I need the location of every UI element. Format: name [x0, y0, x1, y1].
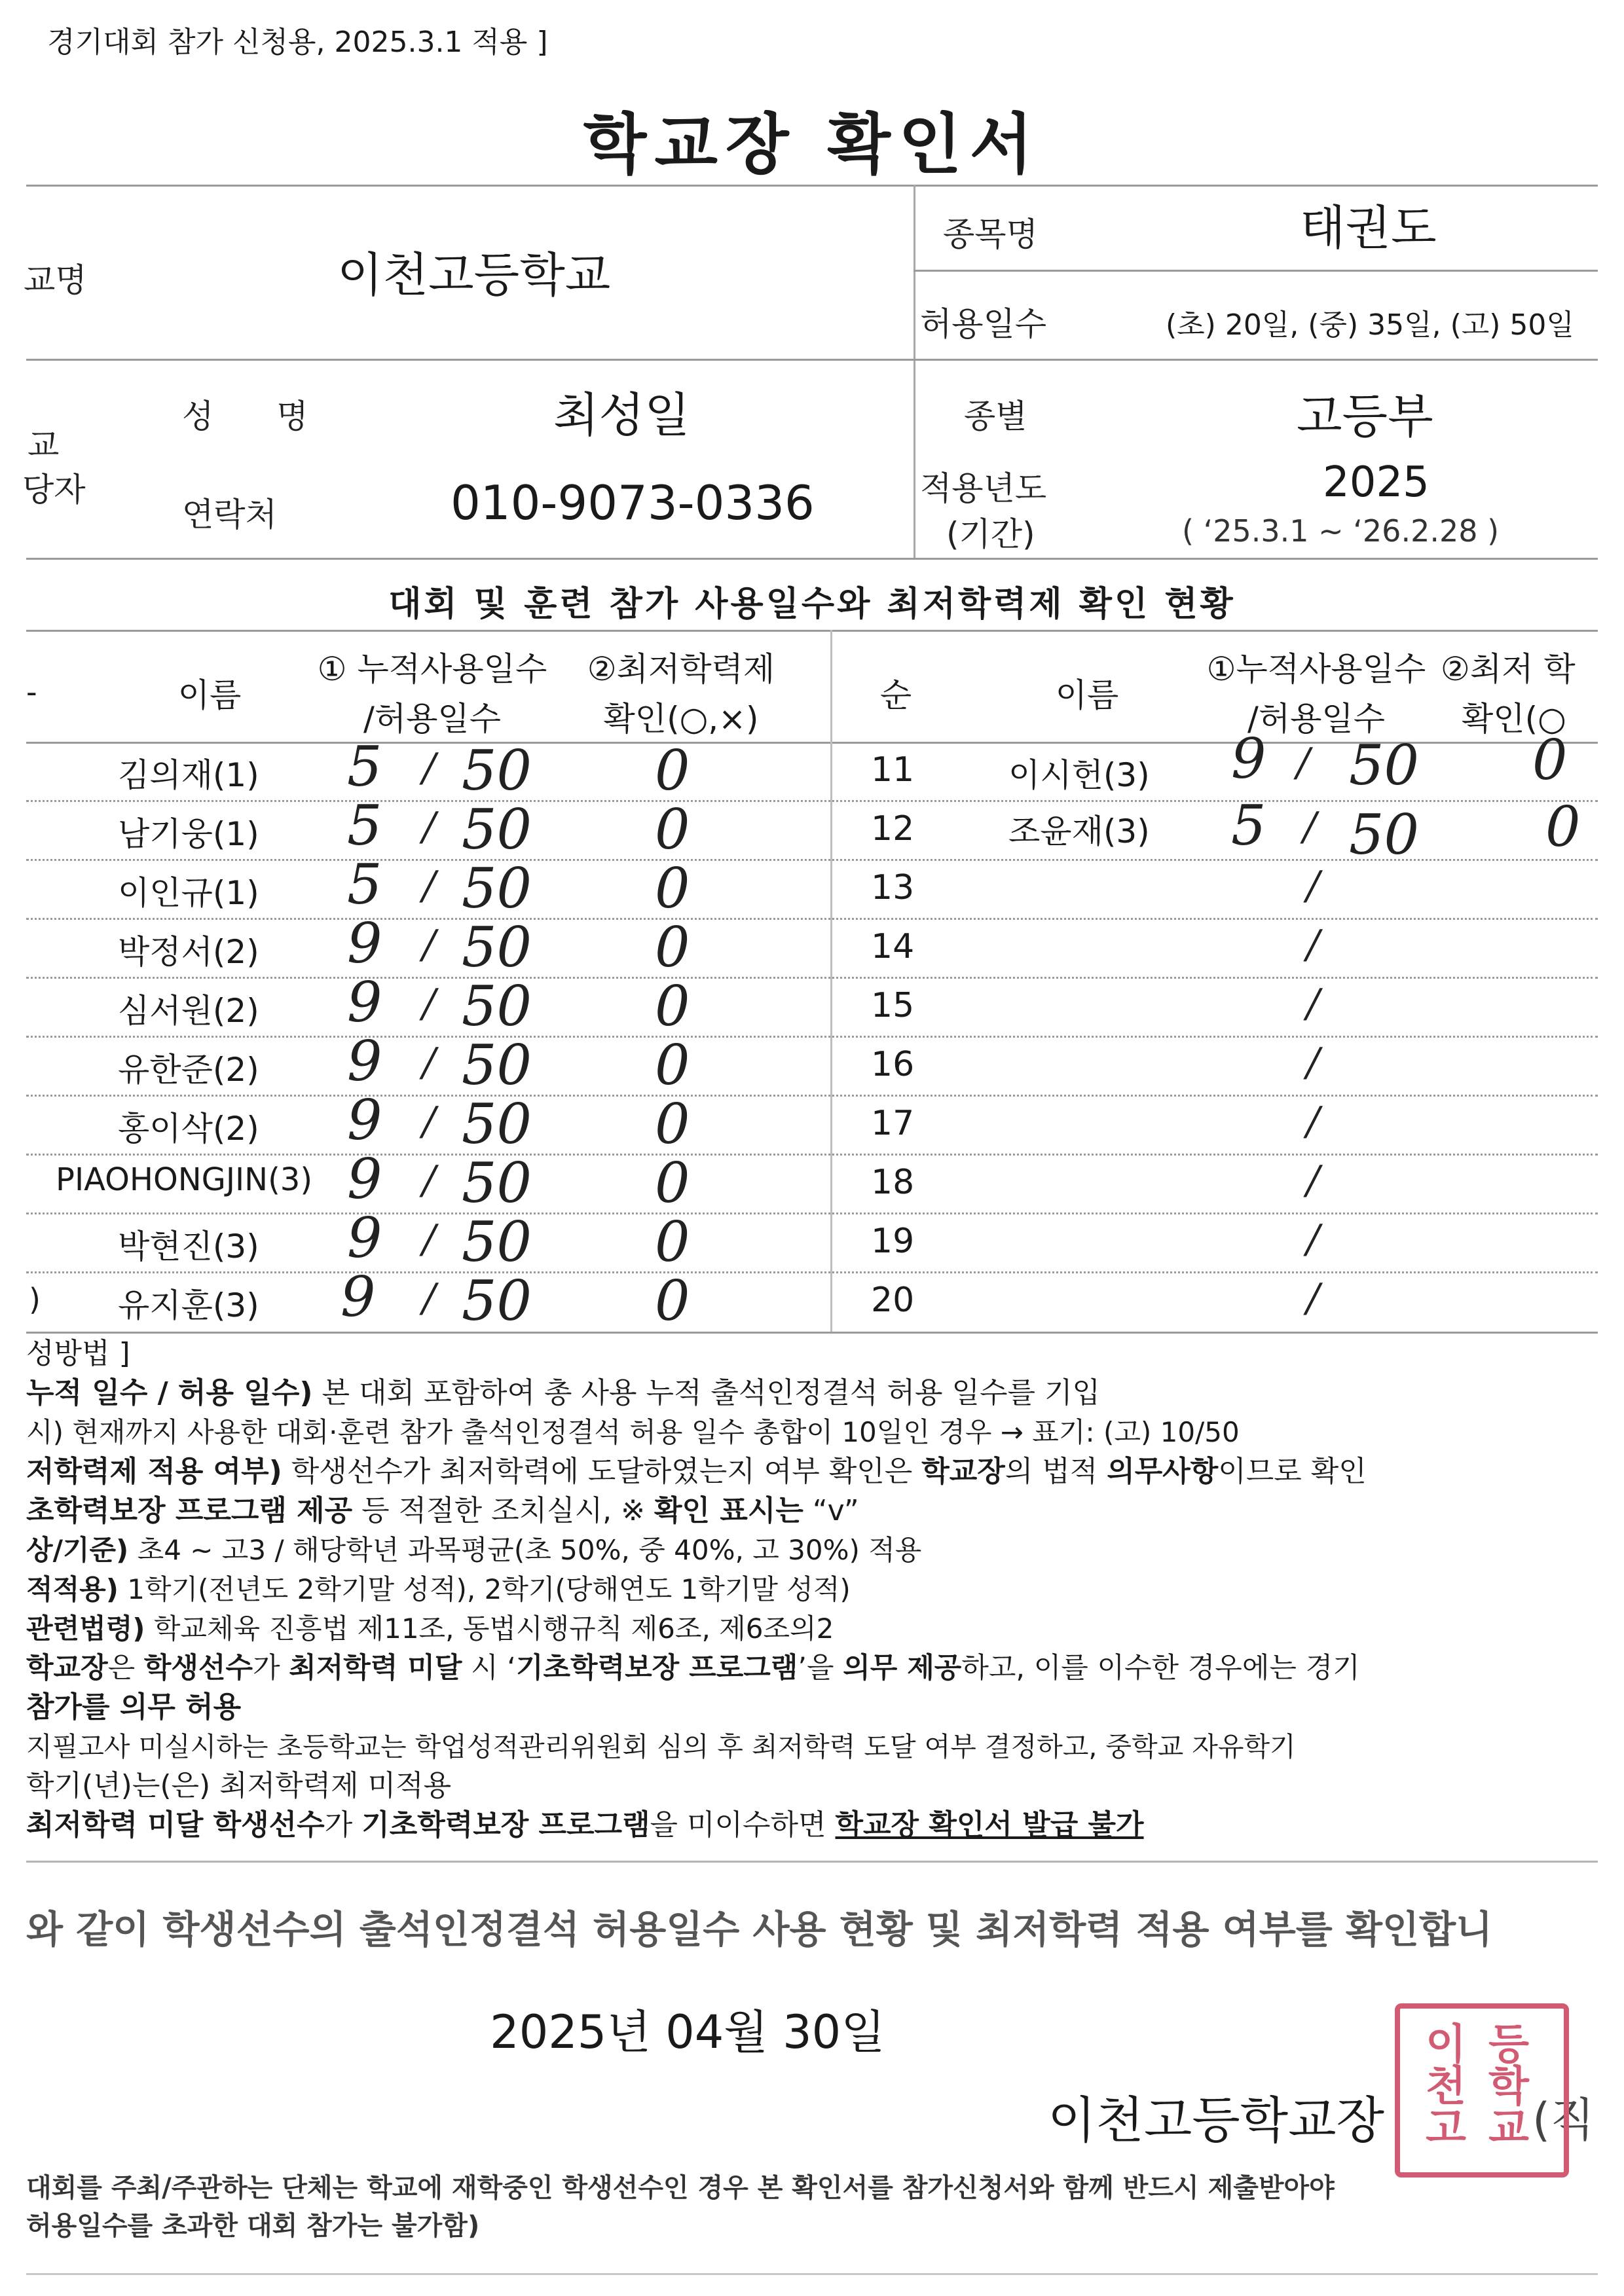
note-line-10: 지필고사 미실시하는 초등학교는 학업성적관리위원회 심의 후 최저학력 도달 여부 결정하고, 중학교 자유학기	[26, 1731, 1296, 1762]
min-check: 0	[655, 974, 690, 1038]
table-row-name: 유한준(2)	[118, 1051, 259, 1089]
row-rule-3	[26, 918, 1598, 920]
used-slash: /	[422, 1216, 436, 1262]
row-number: 19	[871, 1222, 915, 1261]
col-min-header-right-2: 확인(○	[1462, 700, 1566, 738]
min-check: 0	[655, 1151, 690, 1215]
min-check: 0	[655, 856, 690, 920]
used-slash: /	[422, 922, 436, 968]
empty-slash: /	[1306, 981, 1320, 1027]
allowed-days: 50	[462, 738, 532, 803]
notes-heading: 성방법 ]	[26, 1337, 130, 1370]
used-slash: /	[422, 745, 436, 791]
row-number: 16	[871, 1045, 915, 1084]
used-slash: /	[422, 804, 436, 850]
event-value: 태권도	[1300, 200, 1437, 255]
used-slash: /	[1303, 804, 1317, 850]
contact-group-label-2: 당자	[22, 471, 86, 509]
row-number: 13	[871, 868, 915, 907]
used-slash: /	[1297, 740, 1310, 786]
note-line-2: 시) 현재까지 사용한 대회·훈련 참가 출석인정결석 허용 일수 총합이 10일인 경우 → 표기: (고) 10/50	[26, 1416, 1240, 1448]
col-min-header-right: ②최저 학	[1441, 650, 1576, 688]
empty-slash: /	[1306, 922, 1320, 968]
row-rule-4	[26, 977, 1598, 979]
info-rule-1	[913, 270, 1598, 272]
row-number: 17	[871, 1104, 915, 1143]
table-row-name: 유지훈(3)	[118, 1286, 259, 1324]
row-number: 12	[871, 809, 915, 848]
used-days: 9	[347, 1029, 382, 1093]
min-check: 0	[655, 1210, 690, 1274]
allowed-days: 50	[462, 915, 532, 979]
row-number: 11	[871, 750, 915, 790]
table-row-name: PIAOHONGJIN(3)	[56, 1161, 313, 1198]
note-line-11: 학기(년)는(은) 최저학력제 미적용	[26, 1769, 452, 1802]
row-rule-9	[26, 1271, 1598, 1273]
period-value: ( ‘25.3.1 ~ ‘26.2.28 )	[1182, 513, 1500, 549]
empty-slash: /	[1306, 863, 1320, 909]
table-bottom-rule	[26, 1332, 1598, 1334]
info-rule-3	[26, 558, 1598, 560]
info-divider	[913, 185, 915, 558]
allowed-days: 50	[1349, 733, 1419, 797]
used-slash: /	[422, 1040, 436, 1085]
section-title: 대회 및 훈련 참가 사용일수와 최저학력제 확인 현황	[388, 585, 1236, 624]
note-line-6: 적적용) 1학기(전년도 2학기말 성적), 2학기(당해연도 1학기말 성적)	[26, 1573, 851, 1605]
person-name: 최성일	[553, 388, 690, 443]
note-line-1: 누적 일수 / 허용 일수) 본 대회 포함하여 총 사용 누적 출석인정결석 허용 일수를 기입	[26, 1376, 1100, 1410]
table-row-name: 남기웅(1)	[118, 815, 259, 853]
allowed-days: 50	[462, 974, 532, 1038]
row-rule-8	[26, 1212, 1598, 1214]
year-value: 2025	[1323, 458, 1430, 507]
used-slash: /	[422, 1275, 436, 1321]
year-label: 적용년도	[920, 469, 1047, 507]
note-line-8: 학교장은 학생선수가 최저학력 미달 시 ‘기초학력보장 프로그램’을 의무 제공하고, 이를 이수한 경우에는 경기	[26, 1652, 1360, 1685]
table-row-name: 심서원(2)	[118, 992, 259, 1030]
used-days: 5	[347, 735, 382, 799]
empty-slash: /	[1306, 1099, 1320, 1144]
table-row-name: 박현진(3)	[118, 1228, 259, 1266]
table-row-name: 조윤재(3)	[1008, 812, 1150, 850]
top-rule	[26, 185, 1598, 187]
table-row-name: 홍이삭(2)	[118, 1110, 259, 1148]
contact-group-label-1: 교	[28, 426, 60, 464]
used-days: 5	[347, 852, 382, 917]
allowed-days-label: 허용일수	[920, 305, 1047, 343]
min-check: 0	[1545, 795, 1581, 859]
used-days: 5	[1231, 793, 1266, 858]
col-min-header: ②최저학력제	[587, 650, 775, 688]
event-label: 종목명	[943, 215, 1038, 253]
used-slash: /	[422, 981, 436, 1027]
contact-number: 010-9073-0336	[451, 475, 815, 530]
confirm-sentence: 와 같이 학생선수의 출석인정결석 허용일수 사용 현황 및 최저학력 적용 여부를 확인합니	[26, 1907, 1493, 1952]
col-cumulative-header: ① 누적사용일수	[317, 650, 547, 688]
division-label: 종별	[964, 397, 1027, 435]
division-value: 고등부	[1297, 389, 1433, 444]
used-days: 9	[347, 1147, 382, 1211]
used-slash: /	[422, 863, 436, 909]
note-line-9: 참가를 의무 허용	[26, 1690, 242, 1724]
allowed-days: 50	[462, 797, 532, 862]
col-cumulative-header-2: /허용일수	[363, 700, 502, 738]
table-row-name: 이인규(1)	[118, 874, 259, 912]
min-check: 0	[655, 1092, 690, 1156]
min-check: 0	[1532, 728, 1568, 792]
signature-suffix: (직	[1532, 2093, 1595, 2147]
page-title: 학교장 확인서	[583, 106, 1041, 183]
table-top-rule	[26, 630, 1598, 632]
note-line-3: 저학력제 적용 여부) 학생선수가 최저학력에 도달하였는지 여부 확인은 학교장의 법적 의무사항이므로 확인	[26, 1455, 1367, 1488]
school-name: 이천고등학교	[337, 247, 611, 302]
school-label: 교명	[24, 261, 87, 299]
left-edge-mark-last: )	[29, 1282, 41, 1317]
min-check: 0	[655, 1033, 690, 1097]
empty-slash: /	[1306, 1040, 1320, 1085]
row-number: 15	[871, 986, 915, 1025]
allowed-days-value: (초) 20일, (중) 35일, (고) 50일	[1166, 308, 1574, 342]
table-row-name: 이시헌(3)	[1008, 756, 1150, 794]
used-days: 9	[341, 1265, 376, 1329]
used-slash: /	[422, 1099, 436, 1144]
used-days: 9	[1231, 727, 1266, 791]
left-edge-mark: -	[26, 674, 37, 710]
page-bottom-rule	[26, 2273, 1598, 2275]
table-row-name: 박정서(2)	[118, 933, 259, 971]
used-days: 9	[347, 911, 382, 975]
row-rule-1	[26, 800, 1598, 802]
row-rule-7	[26, 1154, 1598, 1156]
empty-slash: /	[1306, 1216, 1320, 1262]
period-label: (기간)	[946, 515, 1035, 553]
allowed-days: 50	[462, 1269, 532, 1333]
col-cumulative-header-right-2: /허용일수	[1247, 700, 1386, 738]
col-name-header: 이름	[177, 676, 242, 714]
empty-slash: /	[1306, 1157, 1320, 1203]
col-cumulative-header-right: ①누적사용일수	[1206, 650, 1426, 688]
seal-text-1: 이천고	[1418, 2022, 1467, 2147]
info-rule-2	[26, 359, 1598, 361]
table-mid-divider	[830, 630, 832, 1332]
min-check: 0	[655, 797, 690, 862]
allowed-days: 50	[462, 1151, 532, 1215]
row-number: 14	[871, 927, 915, 966]
allowed-days: 50	[462, 1210, 532, 1274]
form-usage-note: 경기대회 참가 신청용, 2025.3.1 적용 ]	[47, 26, 548, 59]
col-min-header-2: 확인(○,×)	[603, 700, 759, 738]
table-row-name: 김의재(1)	[118, 756, 259, 794]
used-slash: /	[422, 1157, 436, 1203]
contact-label: 연락처	[182, 496, 277, 534]
issue-date: 2025년 04월 30일	[490, 2005, 885, 2059]
note-line-4: 초학력보장 프로그램 제공 등 적절한 조치실시, ※ 확인 표시는 “v”	[26, 1494, 859, 1527]
footer-line-2: 허용일수를 초과한 대회 참가는 불가함)	[26, 2211, 480, 2241]
allowed-days: 50	[462, 1092, 532, 1156]
official-seal-stamp	[1395, 2003, 1569, 2178]
min-check: 0	[655, 915, 690, 979]
note-line-5: 상/기준) 초4 ~ 고3 / 해당학년 과목평균(초 50%, 중 40%, 고 30%) 적용	[26, 1534, 922, 1566]
row-rule-5	[26, 1036, 1598, 1038]
used-days: 9	[347, 970, 382, 1034]
col-order-header: 순	[879, 676, 912, 714]
allowed-days: 50	[1349, 803, 1419, 867]
used-days: 5	[347, 793, 382, 858]
note-line-12: 최저학력 미달 학생선수가 기초학력보장 프로그램을 미이수하면 학교장 확인서 발급 불가	[26, 1808, 1144, 1842]
used-days: 9	[347, 1088, 382, 1152]
footer-line-1: 대회를 주최/주관하는 단체는 학교에 재학중인 학생선수인 경우 본 확인서를 참가신청서와 함께 반드시 제출받아야	[26, 2173, 1335, 2203]
note-line-7: 관련법령) 학교체육 진흥법 제11조, 동법시행규칙 제6조, 제6조의2	[26, 1613, 834, 1645]
principal-signature: 이천고등학교장	[1048, 2091, 1384, 2149]
row-rule-6	[26, 1095, 1598, 1097]
row-number: 20	[871, 1281, 915, 1320]
notes-bottom-rule	[26, 1861, 1598, 1863]
allowed-days: 50	[462, 856, 532, 920]
min-check: 0	[655, 1269, 690, 1333]
empty-slash: /	[1306, 1275, 1320, 1321]
person-name-label: 성 명	[182, 397, 335, 435]
used-days: 9	[347, 1206, 382, 1270]
allowed-days: 50	[462, 1033, 532, 1097]
col-name-header-right: 이름	[1055, 676, 1119, 714]
seal-text-2: 등학교	[1481, 2022, 1530, 2147]
row-number: 18	[871, 1163, 915, 1202]
min-check: 0	[655, 738, 690, 803]
